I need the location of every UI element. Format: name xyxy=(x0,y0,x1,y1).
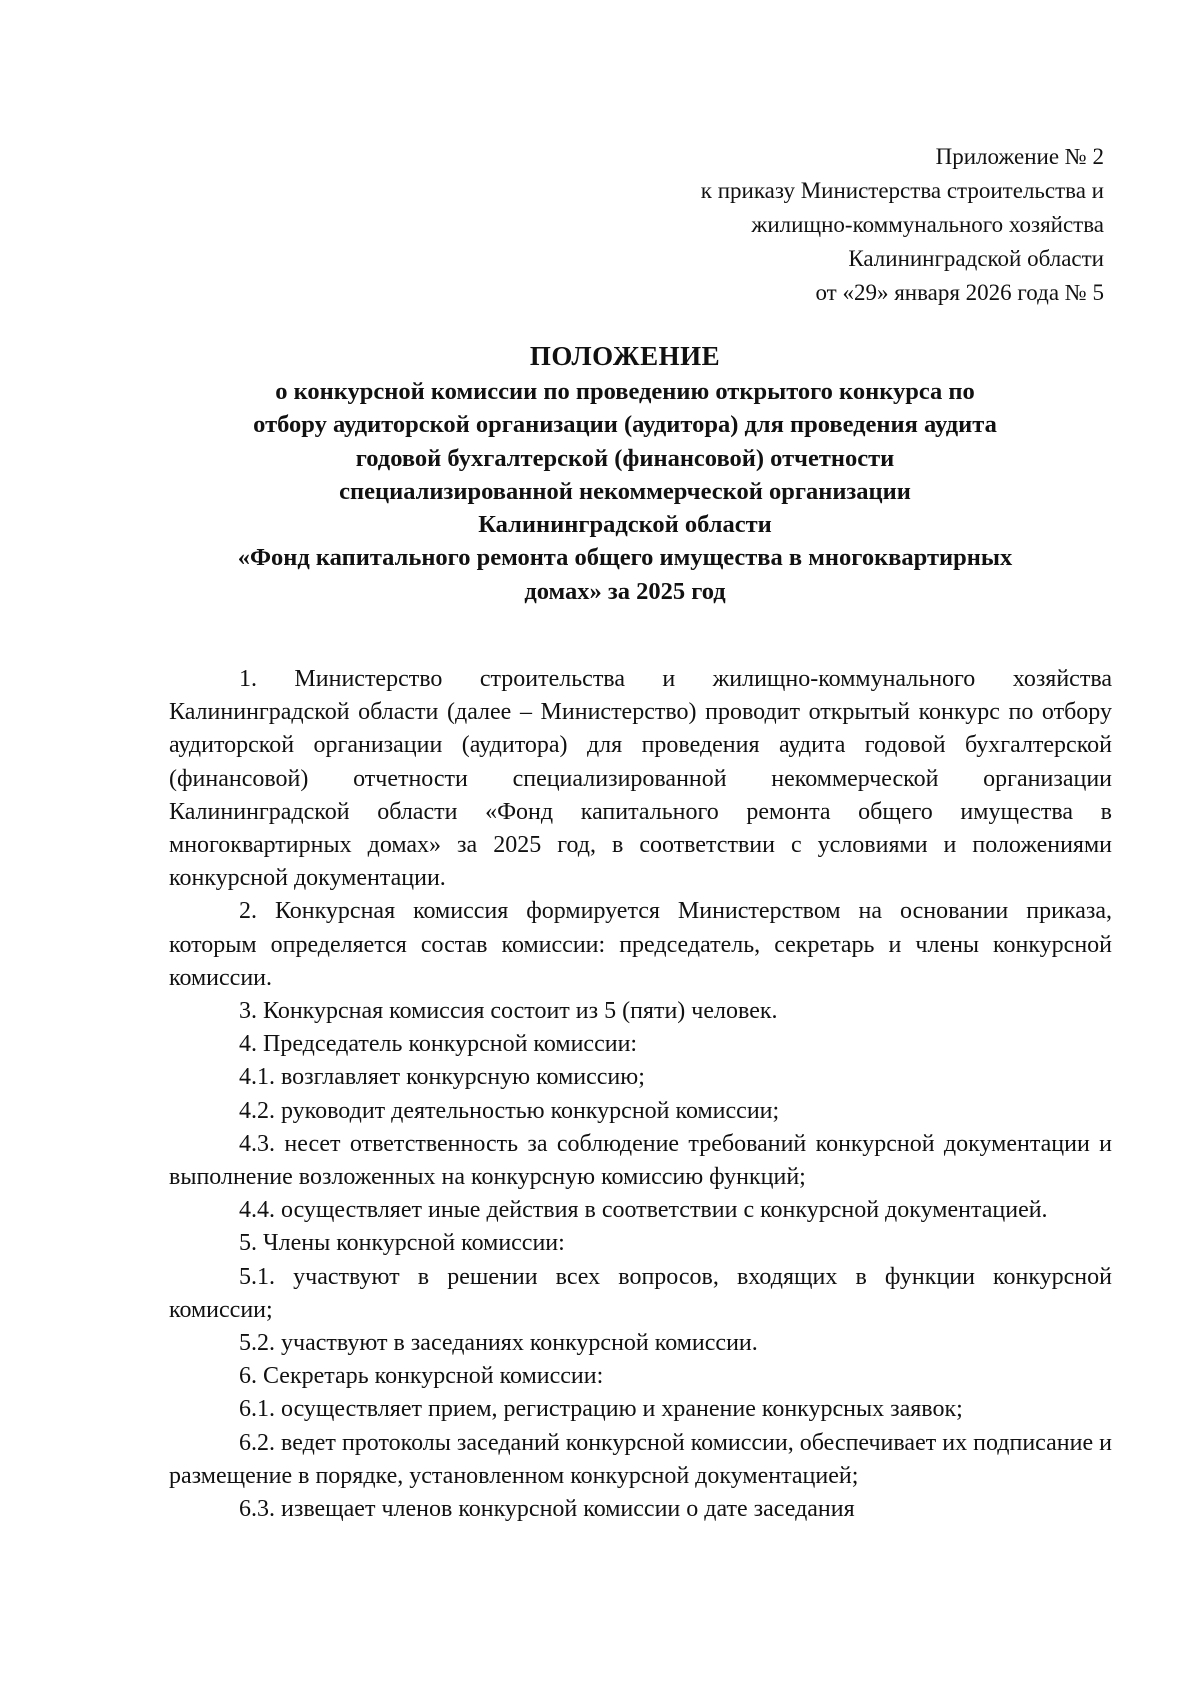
paragraph-4: 4. Председатель конкурсной комиссии: xyxy=(239,1031,638,1058)
paragraph-6-2: 6.2. ведет протоколы заседаний конкурсной комиссии, обеспечивает их подписание и размещение в порядке, установленном конкурсной документацией; xyxy=(169,1429,1112,1489)
annex-date: от «29» января 2026 года № 5 xyxy=(815,280,1104,305)
annex-number: Приложение № 2 xyxy=(935,144,1104,169)
title-line: годовой бухгалтерской (финансовой) отчетности xyxy=(355,444,895,472)
paragraph-4-4: 4.4. осуществляет иные действия в соответствии с конкурсной документацией. xyxy=(239,1197,1048,1224)
annex-order-ref: к приказу Министерства строительства и xyxy=(700,178,1104,203)
document-title xyxy=(150,337,1100,608)
paragraph-5-2: 5.2. участвуют в заседаниях конкурсной комиссии. xyxy=(239,1330,758,1357)
paragraph-5: 5. Члены конкурсной комиссии: xyxy=(239,1230,565,1257)
paragraph-4-3: 4.3. несет ответственность за соблюдение требований конкурсной документации и выполнение возложенных на конкурсную комиссию функций; xyxy=(169,1130,1112,1191)
annex-region: Калининградской области xyxy=(848,246,1104,271)
annex-header xyxy=(584,140,1104,310)
paragraph-1: 1. Министерство строительства и жилищно-коммунального хозяйства Калининградской области (далее – Министерство) проводит открытый конкурс по отбору аудиторской организации (аудитора) для проведения аудита годовой бухгалтерской (финансовой) отчетности специализированной некоммерческой организации Калининградской области «Фонд капитального ремонта общего имущества в многоквартирных домах» за 2025 год, в соответствии с условиями и положениями конкурсной документации. xyxy=(169,666,1112,892)
title-line: Калининградской области xyxy=(478,511,772,539)
title-line: о конкурсной комиссии по проведению открытого конкурса по xyxy=(275,378,975,405)
paragraph-4-2: 4.2. руководит деятельностью конкурсной комиссии; xyxy=(239,1097,780,1124)
paragraph-2: 2. Конкурсная комиссия формируется Министерством на основании приказа, которым определяется состав комиссии: председатель, секретарь и члены конкурсной комиссии. xyxy=(169,898,1112,991)
paragraph-4-1: 4.1. возглавляет конкурсную комиссию; xyxy=(239,1064,645,1091)
document-body xyxy=(169,663,1112,1526)
title-line: отбору аудиторской организации (аудитора) для проведения аудита xyxy=(253,411,997,439)
paragraph-3: 3. Конкурсная комиссия состоит из 5 (пяти) человек. xyxy=(239,998,778,1025)
title-main: ПОЛОЖЕНИЕ xyxy=(529,341,721,371)
paragraph-6-3: 6.3. извещает членов конкурсной комиссии о дате заседания xyxy=(239,1496,855,1523)
title-line: домах» за 2025 год xyxy=(524,577,726,605)
title-line: специализированной некоммерческой организации xyxy=(339,477,911,505)
paragraph-6: 6. Секретарь конкурсной комиссии: xyxy=(239,1363,604,1390)
annex-ministry: жилищно-коммунального хозяйства xyxy=(751,212,1104,237)
paragraph-6-1: 6.1. осуществляет прием, регистрацию и хранение конкурсных заявок; xyxy=(239,1396,963,1423)
paragraph-5-1: 5.1. участвуют в решении всех вопросов, входящих в функции конкурсной комиссии; xyxy=(169,1263,1112,1323)
title-line: «Фонд капитального ремонта общего имущества в многоквартирных xyxy=(237,544,1013,572)
